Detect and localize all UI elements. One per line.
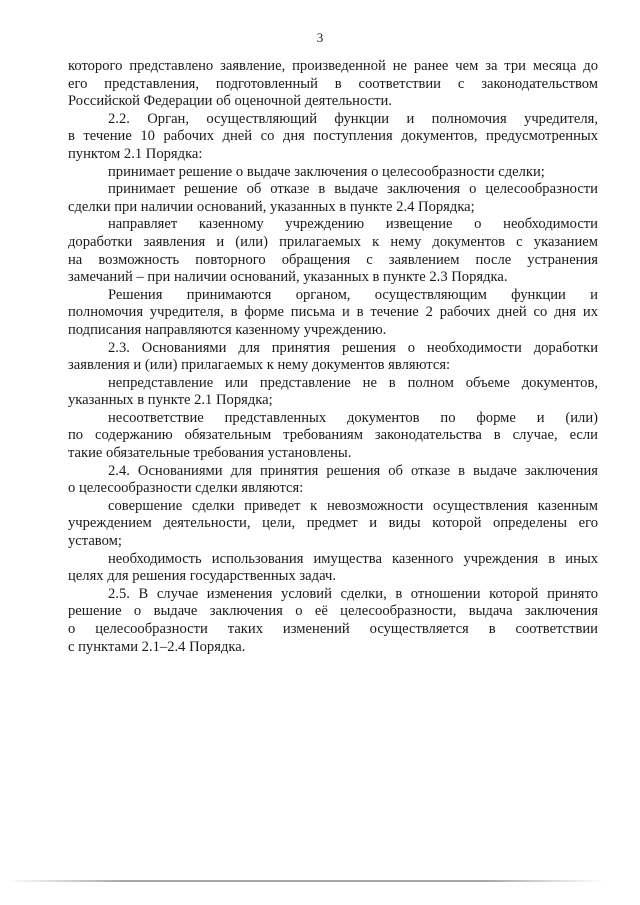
text-line: сделки при наличии оснований, указанных в пункте 2.4 Порядка; bbox=[68, 198, 475, 215]
text-line: его представления, подготовленный в соответствии с законодательством bbox=[68, 75, 598, 92]
text-line: полномочия учредителя, в форме письма и в течение 2 рабочих дней со дня их bbox=[68, 304, 598, 321]
text-line: непредставление или представление не в полном объеме документов, bbox=[108, 374, 598, 391]
text-line: совершение сделки приведет к невозможности осуществления казенным bbox=[108, 497, 598, 514]
text-line: 2.4. Основаниями для принятия решения об отказе в выдаче заключения bbox=[108, 462, 598, 479]
text-line: Российской Федерации об оценочной деятельности. bbox=[68, 93, 392, 110]
text-line: по содержанию обязательным требованиям законодательства в случае, если bbox=[68, 427, 598, 444]
scan-edge-line bbox=[5, 880, 605, 882]
text-line: принимает решение о выдаче заключения о целесообразности сделки; bbox=[108, 163, 545, 180]
text-line: необходимость использования имущества казенного учреждения в иных bbox=[108, 550, 598, 567]
text-line: с пунктами 2.1–2.4 Порядка. bbox=[68, 638, 246, 655]
text-line: уставом; bbox=[68, 533, 122, 550]
text-line: 2.5. В случае изменения условий сделки, в отношении которой принято bbox=[108, 585, 598, 602]
text-line: подписания направляются казенному учреждению. bbox=[68, 321, 387, 338]
text-line: 2.2. Орган, осуществляющий функции и полномочия учредителя, bbox=[108, 110, 598, 127]
text-line: доработки заявления и (или) прилагаемых к нему документов с указанием bbox=[68, 233, 598, 250]
text-line: учреждением деятельности, цели, предмет и виды которой определены его bbox=[68, 515, 598, 532]
text-line: принимает решение об отказе в выдаче заключения о целесообразности bbox=[108, 181, 598, 198]
text-line: заявления и (или) прилагаемых к нему документов являются: bbox=[68, 357, 451, 374]
text-line: Решения принимаются органом, осуществляющим функции и bbox=[108, 286, 598, 303]
text-line: пунктом 2.1 Порядка: bbox=[68, 145, 203, 162]
text-line: решение о выдаче заключения о её целесообразности, выдача заключения bbox=[68, 603, 598, 620]
page-number: 3 bbox=[316, 30, 324, 45]
document-body bbox=[68, 58, 598, 656]
text-line: 2.3. Основаниями для принятия решения о необходимости доработки bbox=[108, 339, 598, 356]
text-line: в течение 10 рабочих дней со дня поступления документов, предусмотренных bbox=[68, 128, 598, 145]
text-line: которого представлено заявление, произведенной не ранее чем за три месяца до bbox=[68, 58, 598, 74]
text-line: целях для решения государственных задач. bbox=[68, 568, 336, 585]
text-line: несоответствие представленных документов по форме и (или) bbox=[108, 409, 598, 426]
text-line: замечаний – при наличии оснований, указанных в пункте 2.3 Порядка. bbox=[68, 269, 508, 286]
text-line: направляет казенному учреждению извещение о необходимости bbox=[108, 216, 598, 233]
text-line: о целесообразности таких изменений осуществляется в соответствии bbox=[68, 621, 598, 637]
text-line: на возможность повторного обращения с заявлением после устранения bbox=[68, 251, 598, 268]
text-line: о целесообразности сделки являются: bbox=[68, 480, 304, 497]
text-line: такие обязательные требования установлены. bbox=[68, 445, 352, 462]
text-line: указанных в пункте 2.1 Порядка; bbox=[68, 392, 273, 409]
